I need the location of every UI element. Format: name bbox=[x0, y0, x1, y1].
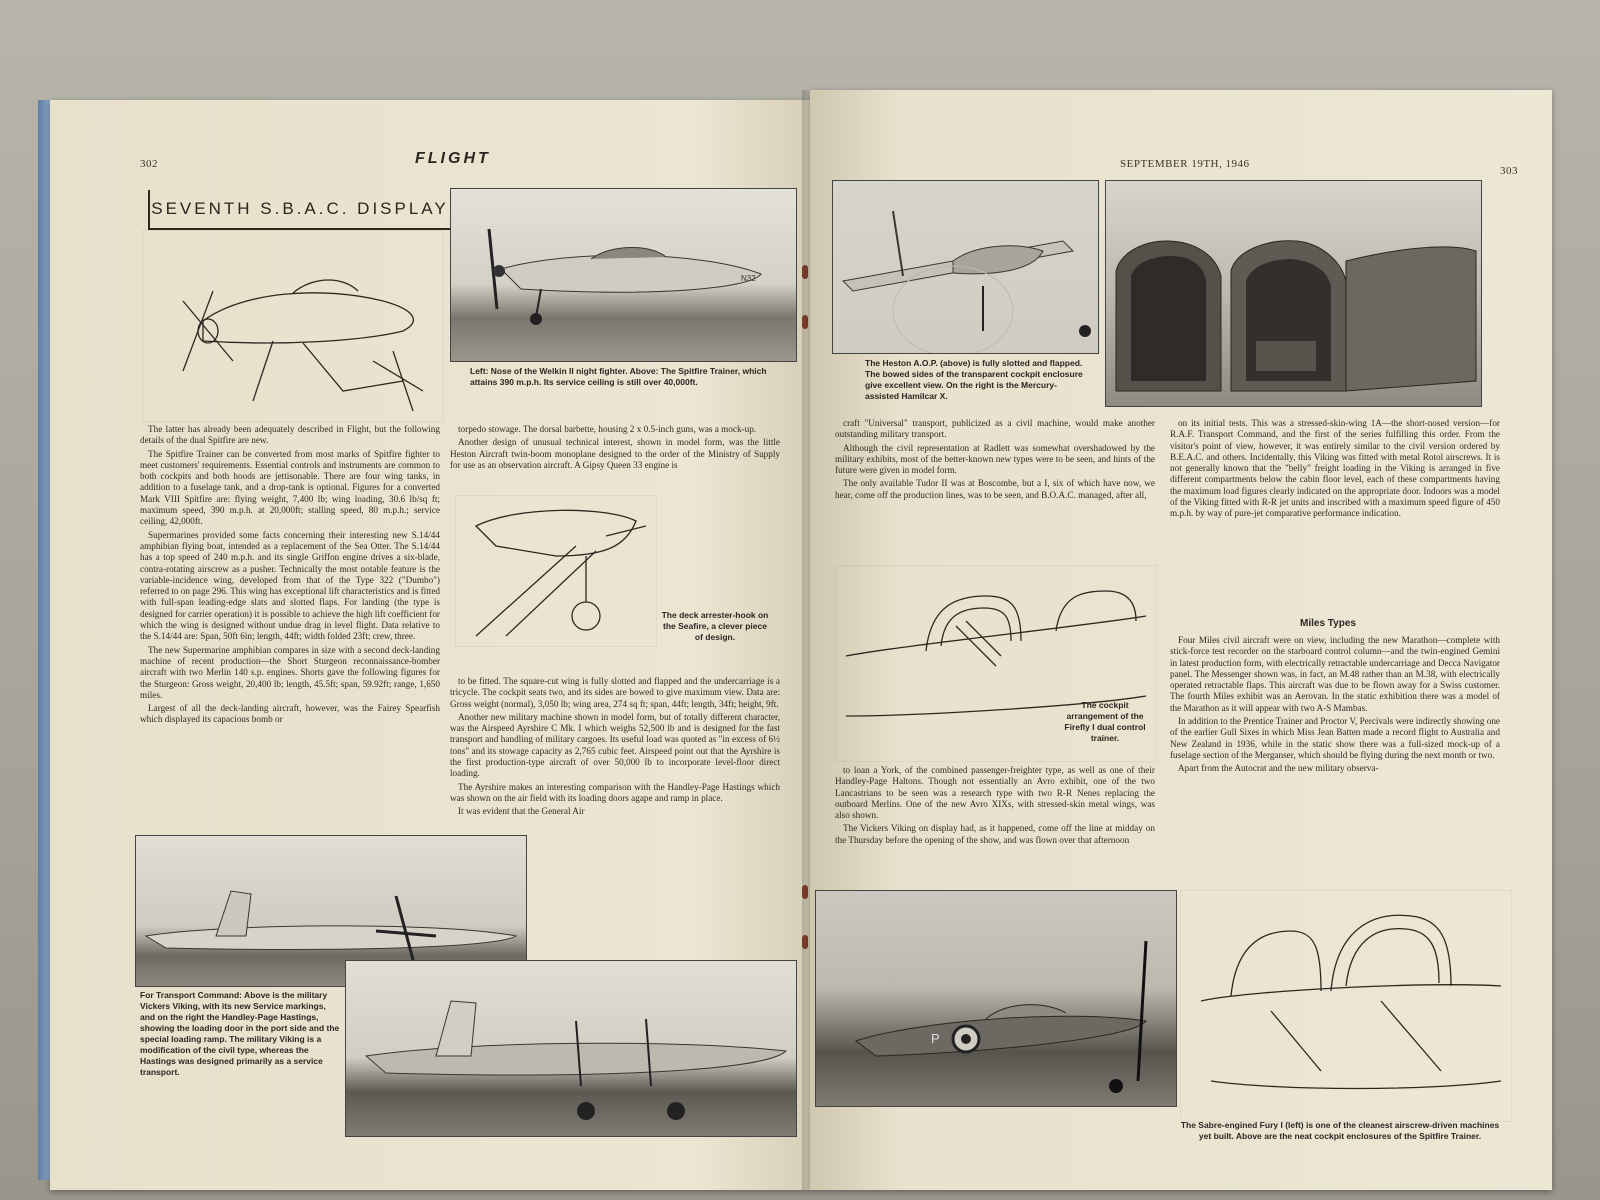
caption-heston: The Heston A.O.P. (above) is fully slotted and flapped. The bowed sides of the transparent cockpit enclosure give excellent view. On the right is the Mercury-assisted Hamilcar X. bbox=[865, 358, 1083, 401]
column-4-bottom bbox=[1170, 635, 1500, 860]
sabre-fury-photo bbox=[815, 890, 1177, 1107]
handley-page-hastings-photo bbox=[345, 960, 797, 1137]
running-title: FLIGHT bbox=[415, 150, 491, 167]
col2b-para-2: Another new military machine shown in model form, but of totally different character, was the Airspeed Ayrshire C Mk. I which weighs 52,500 lb and is designed for the fast transport and handling of military cargoes. Its useful load was quoted as "in excess of 6½ tons" and its stowage capacity as 2,765 cubic feet. Airspeed point out that the Ayrshire is the first production-type aircraft of over 50,000 lb to incorporate level-floor direct loading. bbox=[450, 711, 780, 779]
col2a-para-1: torpedo stowage. The dorsal barbette, housing 2 x 0.5-inch guns, was a mock-up. bbox=[458, 424, 757, 434]
col1-para-2: The Spitfire Trainer can be converted from most marks of Spitfire fighter to meet customers' requirements. Essential controls and instruments are common to both cockpits and both hoods are jettisonable. There are four wing tanks, in addition to a fuselage tank, and a drop-tank is optional. Figures for a converted Mark VIII Spitfire are: flying weight, 7,400 lb; wing loading, 30.6 lb/sq ft; maximum speed, 390 m.p.h. at 20,000ft; stalling speed, 80 m.p.h.; service ceiling, 42,000ft. bbox=[140, 448, 440, 527]
column-3-bottom bbox=[835, 765, 1155, 875]
caption-fury: The Sabre-engined Fury I (left) is one of the cleanest airscrew-driven machines yet built. Above are the neat cockpit enclosures of the Spitfire Trainer. bbox=[1180, 1120, 1500, 1141]
caption-seafire: The deck arrester-hook on the Seafire, a clever piece of design. bbox=[661, 610, 769, 642]
col1-para-5: Largest of all the deck-landing aircraft, however, was the Fairey Spearfish which displayed its capacious bomb or bbox=[140, 703, 440, 725]
staple-top bbox=[802, 265, 808, 279]
staple-bottom bbox=[802, 885, 808, 899]
column-4-top bbox=[1170, 418, 1500, 613]
subhead-miles-types: Miles Types bbox=[1300, 618, 1356, 629]
col3a-para-2: Although the civil representation at Radlett was somewhat overshadowed by the military exhibits, most of the better-known new types were to be seen, and hints of the future were given in model form. bbox=[835, 442, 1155, 476]
svg-text:P: P bbox=[931, 1031, 940, 1046]
col4b-para-1: Four Miles civil aircraft were on view, including the new Marathon—complete with stick-force test recorder on the starboard control column—and the twin-engined Gemini in latest production form, with electrically retractable undercarriage and Decca Navigator panel. The Messenger shown was, in fact, an M.48 rather than an M.38, with electrically operated retractable flaps. This aircraft was due to be flown away for a Swiss customer. The fourth Miles exhibit was an Aerovan. In the static exhibition there was a model of the Marathon as it will appear with two A-S Mambas. bbox=[1170, 635, 1500, 713]
col3a-para-3: The only available Tudor II was at Boscombe, but a I, six of which have now, we hear, come off the production lines, was to be seen, and B.O.A.C. managed, after all, bbox=[835, 478, 1155, 500]
spitfire-cockpit-sketch bbox=[1180, 890, 1512, 1122]
right-page bbox=[810, 90, 1552, 1190]
column-2-top bbox=[450, 424, 780, 484]
magazine-spread bbox=[50, 90, 1560, 1190]
column-1 bbox=[140, 424, 440, 884]
col3b-para-2: The Vickers Viking on display had, as it happened, come off the line at midday on the Thursday before the opening of the show, and was flown over that afternoon bbox=[835, 823, 1155, 845]
col2b-para-4: It was evident that the General Air bbox=[458, 806, 585, 817]
heston-aop-photo bbox=[832, 180, 1099, 354]
staple-top-2 bbox=[802, 315, 808, 329]
col1-para-4: The new Supermarine amphibian compares in size with a second deck-landing machine of recent production—the Short Sturgeon reconnaissance-bomber aircraft with two Merlin 140 s.p. engines. Shorts gave the following figures for the Sturgeon: Gross weight, 20,400 lb; length, 45.5ft; span, 59.92ft; range, 1,650 miles. bbox=[140, 644, 440, 700]
col1-para-3: Supermarines provided some facts concerning their interesting new S.14/44 amphibian flying boat, intended as a replacement of the Sea Otter. The S.14/44 has a top speed of 240 m.p.h. and its single Griffon engine drives a six-blade, contra-rotating airscrew as a pusher. Technically the most notable feature is the variable-incidence wing, developed from that of the Type 322 ("Dumbo") referred to on page 296. This wing has exceptional lift characteristics and is fitted with full-span leading-edge slats and slotted flaps. For landing (the type is designed for carrier operation) it is possible to achieve the high lift coefficient for which the wing is designed without undue drag in level flight. Data relative to the S.14/44 are: Span, 50ft 6in; length, 44ft; width folded 23ft; crew, three. bbox=[140, 529, 440, 642]
col3b-para-1: to loan a York, of the combined passenger-freighter type, as well as one of their Handley-Page Haltons. Though not essentially an Avro exhibit, one of the two Lancastrians to be seen was a research type with two R-R Nenes replacing the outboard Merlins. One of the new Avro XIXs, with stressed-skin metal wings, was also shown. bbox=[835, 765, 1155, 821]
svg-text:N32: N32 bbox=[741, 274, 756, 283]
col2a-para-2: Another design of unusual technical interest, shown in model form, was the little Heston Aircraft twin-boom monoplane designed to the order of the Ministry of Supply for use as an observation aircraft. A Gipsy Queen 33 engine is bbox=[450, 437, 780, 470]
caption-viking: For Transport Command: Above is the military Vickers Viking, with its new Service markings, and on the right the Handley-Page Hastings, showing the loading door in the port side and the special loading ramp. The military Viking is a modification of the civil type, whereas the Hastings was designed primarily as a service transport. bbox=[140, 990, 340, 1077]
col1-para-1: The latter has already been adequately described in Flight, but the following details of the dual Spitfire are new. bbox=[140, 424, 440, 446]
left-page bbox=[50, 100, 810, 1190]
page-number-right: 303 bbox=[1500, 165, 1518, 177]
col4b-para-3: Apart from the Autocrat and the new military observa- bbox=[1178, 763, 1379, 774]
spitfire-trainer-photo bbox=[450, 188, 797, 362]
caption-welkin: Left: Nose of the Welkin II night fighter. Above: The Spitfire Trainer, which attains 390 m.p.h. Its service ceiling is still over 40,000ft. bbox=[470, 366, 767, 387]
col2b-para-3: The Ayrshire makes an interesting comparison with the Handley-Page Hastings which was shown on the air field with its loading doors agape and ramp in place. bbox=[450, 781, 780, 803]
col4b-para-2: In addition to the Prentice Trainer and Proctor V, Percivals were indirectly showing one of the earlier Gull Sixes in which Miss Jean Batten made a record flight to Australia and New Zealand in 1936, while in the static show there was a full-sized mock-up of a fuselage section of the Merganser, which should be flying during the next month or two. bbox=[1170, 716, 1500, 760]
col4-para-1: on its initial tests. This was a stressed-skin-wing 1A—the short-nosed version—for R.A.F. Transport Command, and the first of the series fulfilling this order. From the visitor's point of view, however, it was entirely similar to the civil version ordered by B.E.A.C. and others. Incidentally, this Viking was fitted with metal Rotol airscrews. It is not generally known that the "belly" freight loading in the Viking is arranged in five different compartments below the cabin floor level, each of these compartments having the maximum load figures clearly indicated on the appropriate door. Indoors was a model of the Viking fitted with R-R jet units and inscribed with a maximum speed figure of 450 m.p.h. by way of pure-jet comparative performance indication. bbox=[1170, 418, 1500, 519]
date-header: SEPTEMBER 19TH, 1946 bbox=[1120, 158, 1250, 170]
column-3-top bbox=[835, 418, 1155, 548]
col2b-para-1: to be fitted. The square-cut wing is fully slotted and flapped and the undercarriage is a tricycle. The cockpit seats two, and its sides are bowed to give maximum view. Data are: Gross weight (normal), 3,050 lb; wing area, 274 sq ft; span, 44ft; length, 34ft; height, 9ft. bbox=[450, 676, 780, 709]
seafire-hook-sketch bbox=[455, 495, 657, 647]
page-number-left: 302 bbox=[140, 158, 158, 170]
staple-bottom-2 bbox=[802, 935, 808, 949]
section-title: SEVENTH S.B.A.C. DISPLAY bbox=[151, 199, 449, 218]
hamilcar-photo bbox=[1105, 180, 1482, 407]
caption-firefly: The cockpit arrangement of the Firefly I dual control trainer. bbox=[1064, 700, 1146, 743]
welkin-sketch bbox=[142, 230, 444, 422]
section-title-box bbox=[148, 190, 450, 230]
col3a-para-1: craft "Universal" transport, publicized as a civil machine, would make another outstanding military transport. bbox=[835, 418, 1155, 440]
